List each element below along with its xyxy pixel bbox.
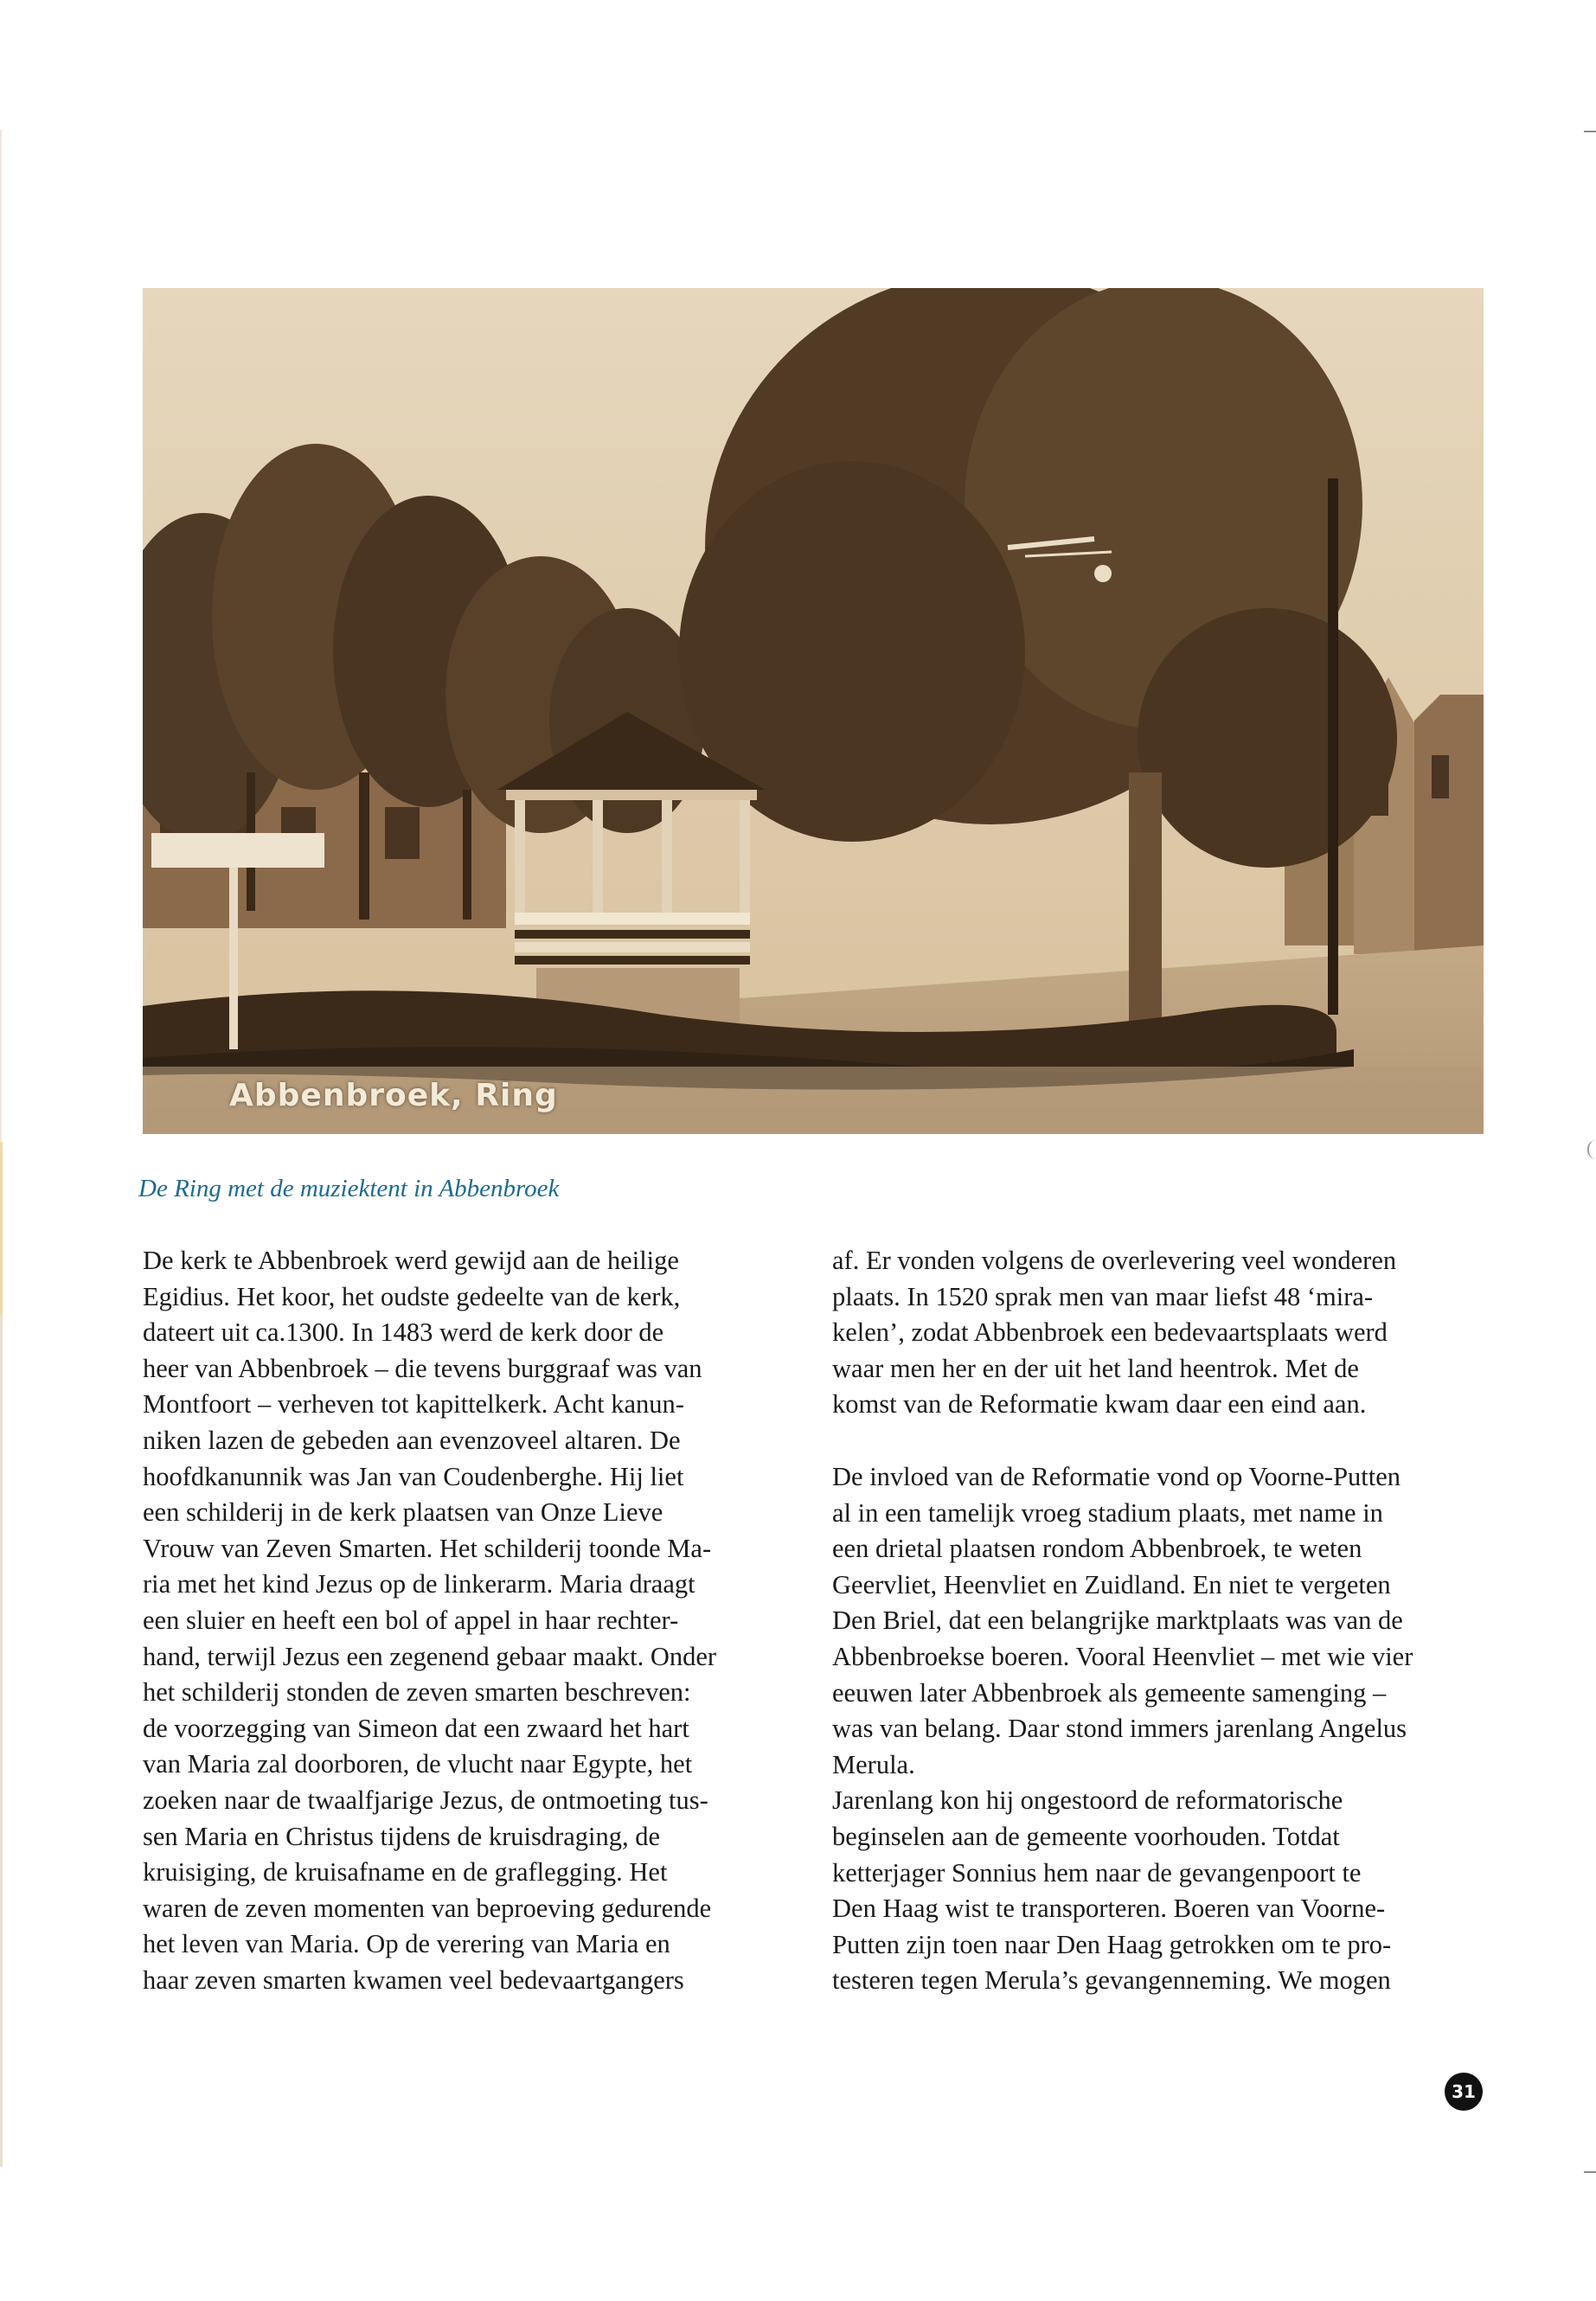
text-line: een drietal plaatsen rondom Abbenbroek, te weten	[832, 1534, 1362, 1564]
text-line: Putten zijn toen naar Den Haag getrokken om te pro-	[832, 1929, 1392, 1959]
paragraph-gap	[832, 1423, 1490, 1459]
text-column-right	[832, 1243, 1490, 1999]
text-line: Den Haag wist te transporteren. Boeren van Voorne-	[832, 1894, 1386, 1924]
text-line: al in een tamelijk vroeg stadium plaats, met name in	[832, 1497, 1383, 1528]
text-line: niken lazen de gebeden aan evenzoveel altaren. De	[143, 1425, 681, 1455]
text-line: testeren tegen Merula’s gevangenneming. We mogen	[832, 1965, 1391, 1996]
photo-inscription: Abbenbroek, Ring	[229, 1078, 558, 1113]
text-line: hand, terwijl Jezus een zegenend gebaar maakt. Onder	[143, 1641, 717, 1671]
text-line: Den Briel, dat een belangrijke marktplaats was van de	[832, 1606, 1403, 1636]
bandstand-scene	[143, 288, 1484, 1134]
text-line: beginselen aan de gemeente voorhouden. Totdat	[832, 1821, 1340, 1851]
text-line: een sluier en heeft een bol of appel in haar rechter-	[143, 1605, 679, 1635]
text-line: kelen’, zodat Abbenbroek een bedevaartsplaats werd	[832, 1317, 1388, 1348]
text-line: eeuwen later Abbenbroek als gemeente samenging –	[832, 1677, 1387, 1708]
text-line: Vrouw van Zeven Smarten. Het schilderij toonde Ma-	[143, 1533, 712, 1563]
text-column-left	[143, 1243, 800, 1998]
text-line: ketterjager Sonnius hem naar de gevangenpoort te	[832, 1857, 1362, 1888]
text-line: het leven van Maria. Op de verering van Maria en	[143, 1929, 670, 1959]
left-margin-rule-lower	[0, 1315, 3, 2167]
text-line: de voorzegging van Simeon dat een zwaard het hart	[143, 1713, 689, 1743]
left-margin-rule	[0, 130, 2, 1142]
text-line: dateert uit ca.1300. In 1483 werd de kerk door de	[143, 1317, 664, 1348]
text-line: Geervliet, Heenvliet en Zuidland. En niet te vergeten	[832, 1569, 1391, 1599]
text-line: ria met het kind Jezus op de linkerarm. Maria draagt	[143, 1569, 695, 1599]
text-line: was van belang. Daar stond immers jarenlang Angelus	[832, 1714, 1407, 1744]
crop-mark-top	[1584, 131, 1596, 132]
crop-mark-bottom	[1584, 2171, 1596, 2173]
text-line: sen Maria en Christus tijdens de kruisdraging, de	[143, 1821, 661, 1851]
text-line: Merula.	[832, 1749, 915, 1779]
text-line: Jarenlang kon hij ongestoord de reformatorische	[832, 1785, 1343, 1816]
text-line: plaats. In 1520 sprak men van maar liefst 48 ‘mira-	[832, 1281, 1374, 1311]
text-line: kruisiging, de kruisafname en de graflegging. Het	[143, 1857, 668, 1888]
text-line: waar men her en der uit het land heentrok. Met de	[832, 1353, 1359, 1383]
text-line: van Maria zal doorboren, de vlucht naar Egypte, het	[143, 1749, 693, 1779]
text-line: Montfoort – verheven tot kapittelkerk. Acht kanun-	[143, 1389, 684, 1420]
page-number-badge: 31	[1445, 2073, 1483, 2111]
text-line: Abbenbroekse boeren. Vooral Heenvliet – met wie vier	[832, 1641, 1413, 1671]
text-line: De kerk te Abbenbroek werd gewijd aan de heilige	[143, 1246, 679, 1275]
text-line: heer van Abbenbroek – die tevens burggraaf was van	[143, 1353, 702, 1383]
text-line: een schilderij in de kerk plaatsen van Onze Lieve	[143, 1497, 663, 1528]
text-line: hoofdkanunnik was Jan van Coudenberghe. Hij liet	[143, 1461, 684, 1491]
text-line: Egidius. Het koor, het oudste gedeelte van de kerk,	[143, 1281, 681, 1311]
text-line: komst van de Reformatie kwam daar een eind aan.	[832, 1389, 1367, 1420]
text-line: het schilderij stonden de zeven smarten beschreven:	[143, 1677, 691, 1708]
text-line: af. Er vonden volgens de overlevering veel wonderen	[832, 1246, 1397, 1275]
text-line: De invloed van de Reformatie vond op Voorne-Putten	[832, 1461, 1401, 1491]
left-margin-rule-accent	[0, 1142, 3, 1315]
photo-caption: De Ring met de muziektent in Abbenbroek	[138, 1175, 560, 1202]
text-line: haar zeven smarten kwamen veel bedevaartgangers	[143, 1965, 684, 1995]
text-line: zoeken naar de twaalfjarige Jezus, de ontmoeting tus-	[143, 1785, 708, 1815]
text-line: waren de zeven momenten van beproeving gedurende	[143, 1893, 712, 1923]
sepia-photograph	[143, 288, 1484, 1134]
crop-mark-middle	[1587, 1140, 1596, 1159]
